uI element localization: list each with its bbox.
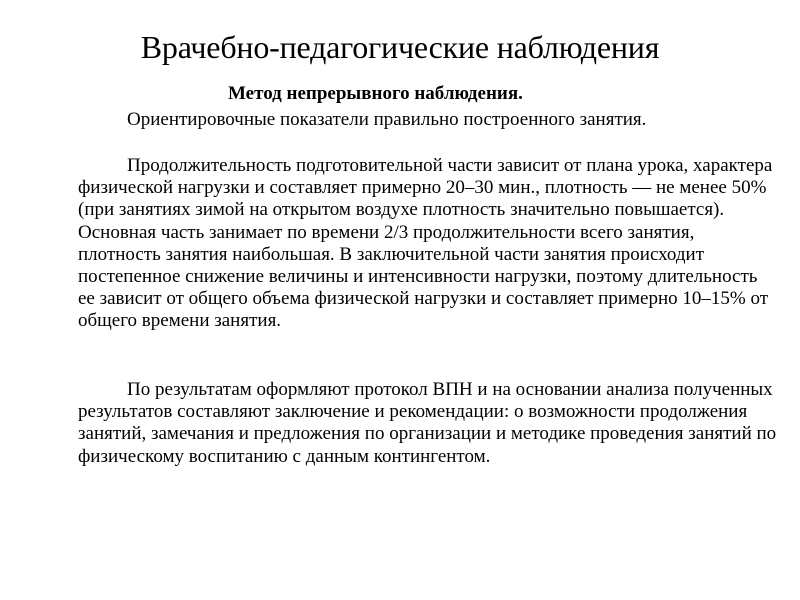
slide-title: Врачебно-педагогические наблюдения — [140, 29, 660, 65]
lead-line: Ориентировочные показатели правильно построенного занятия. — [127, 109, 647, 130]
paragraph-duration: Продолжительность подготовительной части зависит от плана урока, характера физической нагрузки и составляет примерно 20–30 мин., плотность — не менее 50% (при занятиях зимой на открытом воздухе плотность значительно повышается). Основная часть занимает по времени 2/3 продолжительности всего занятия, плотность занятия наибольшая. В заключительной части занятия происходит постепенное снижение величины и интенсивности нагрузки, поэтому длительность ее зависит от общего объема физической нагрузки и составляет примерно 10–15% от общего времени занятия. — [78, 155, 773, 332]
paragraph-results: По результатам оформляют протокол ВПН и на основании анализа полученных результатов составляют заключение и рекомендации: о возможности продолжения занятий, замечания и предложения по организации и методике проведения занятий по физическому воспитанию с данным контингентом. — [78, 379, 777, 467]
method-subtitle: Метод непрерывного наблюдения. — [228, 83, 523, 104]
